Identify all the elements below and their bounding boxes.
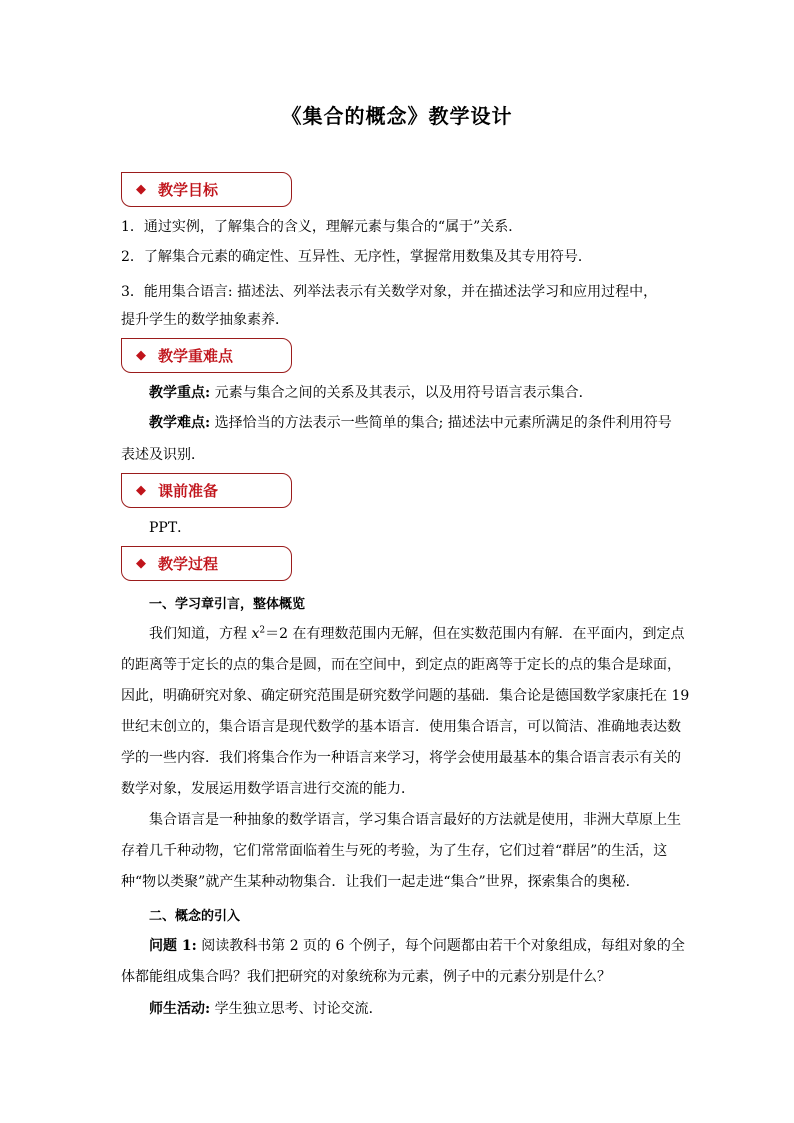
diamond-bullet-icon: ◆ [136, 483, 146, 498]
diamond-bullet-icon: ◆ [136, 182, 146, 197]
goal-item-3-cont: 提升学生的数学抽象素养． [121, 312, 289, 328]
p1-variable: x [251, 626, 260, 642]
paragraph-1-line-3: 因此，明确研究对象、确定研究范围是研究数学问题的基础．集合论是德国数学家康托在 19 [121, 688, 690, 704]
section-label-prep: 课前准备 [158, 482, 219, 500]
goal-item-1: 1．通过实例，了解集合的含义，理解元素与集合的“属于”关系． [121, 219, 523, 235]
diamond-bullet-icon: ◆ [136, 556, 146, 571]
section-header-goals [121, 172, 292, 207]
difficulty-text: 选择恰当的方法表示一些简单的集合; 描述法中元素所满足的条件利用符号 [210, 415, 672, 431]
activity-text: 学生独立思考、讨论交流． [210, 1001, 383, 1017]
focus-text: 元素与集合之间的关系及其表示，以及用符号语言表示集合． [210, 385, 593, 401]
paragraph-1-line-2: 的距离等于定长的点的集合是圆，而在空间中，到定点的距离等于定长的点的集合是球面， [121, 657, 681, 673]
section-label-key-points: 教学重难点 [158, 347, 234, 365]
section-header-key-points [121, 338, 292, 373]
focus-line [149, 383, 703, 403]
difficulty-label: 教学难点: [149, 415, 211, 431]
goal-item-3: 3．能用集合语言: 描述法、列举法表示有关数学对象，并在描述法学习和应用过程中， [121, 284, 658, 300]
difficulty-line [149, 413, 703, 433]
section-label-process: 教学过程 [158, 555, 219, 573]
p1-exponent: 2 [259, 625, 266, 636]
focus-label: 教学重点: [149, 385, 211, 401]
paragraph-1-line-4: 世纪末创立的，集合语言是现代数学的基本语言．使用集合语言，可以简洁、准确地表达数 [121, 719, 681, 735]
section-header-process [121, 546, 292, 581]
paragraph-2-line-3: 种“物以类聚”就产生某种动物集合．让我们一起走进“集合”世界，探索集合的奥秘． [121, 874, 640, 890]
section-header-prep [121, 473, 292, 508]
section-label-goals: 教学目标 [158, 181, 219, 199]
subheading-1: 一、学习章引言，整体概览 [149, 597, 306, 612]
question-1-line-1 [149, 936, 703, 956]
activity-label: 师生活动: [149, 1001, 211, 1017]
difficulty-line-cont: 表述及识别． [121, 447, 205, 463]
paragraph-1-line-1 [149, 624, 703, 644]
paragraph-1-line-6: 数学对象，发展运用数学语言进行交流的能力． [121, 781, 415, 797]
paragraph-2-line-2: 存着几千种动物，它们常常面临着生与死的考验，为了生存，它们过着“群居”的生活，这 [121, 843, 668, 859]
activity-line [149, 999, 703, 1019]
p1-text-a: 我们知道，方程 [149, 626, 252, 642]
paragraph-2-line-1: 集合语言是一种抽象的数学语言，学习集合语言最好的方法就是使用，非洲大草原上生 [149, 812, 681, 828]
question-1-line-2: 体都能组成集合吗？我们把研究的对象统称为元素，例子中的元素分别是什么？ [121, 969, 611, 985]
subheading-2: 二、概念的引入 [149, 909, 241, 924]
p1-text-b: ＝2 在有理数范围内无解，但在实数范围内有解．在平面内，到定点 [265, 626, 685, 642]
question-1-label: 问题 1: [149, 938, 197, 954]
prep-text: PPT． [149, 520, 192, 536]
paragraph-1-line-5: 学的一些内容．我们将集合作为一种语言来学习，将学会使用最基本的集合语言表示有关的 [121, 750, 681, 766]
diamond-bullet-icon: ◆ [136, 348, 146, 363]
document-title: 《集合的概念》教学设计 [281, 104, 513, 128]
question-1-text: 阅读教科书第 2 页的 6 个例子，每个问题都由若干个对象组成，每组对象的全 [196, 938, 685, 954]
goal-item-2: 2．了解集合元素的确定性、互异性、无序性，掌握常用数集及其专用符号． [121, 249, 592, 265]
